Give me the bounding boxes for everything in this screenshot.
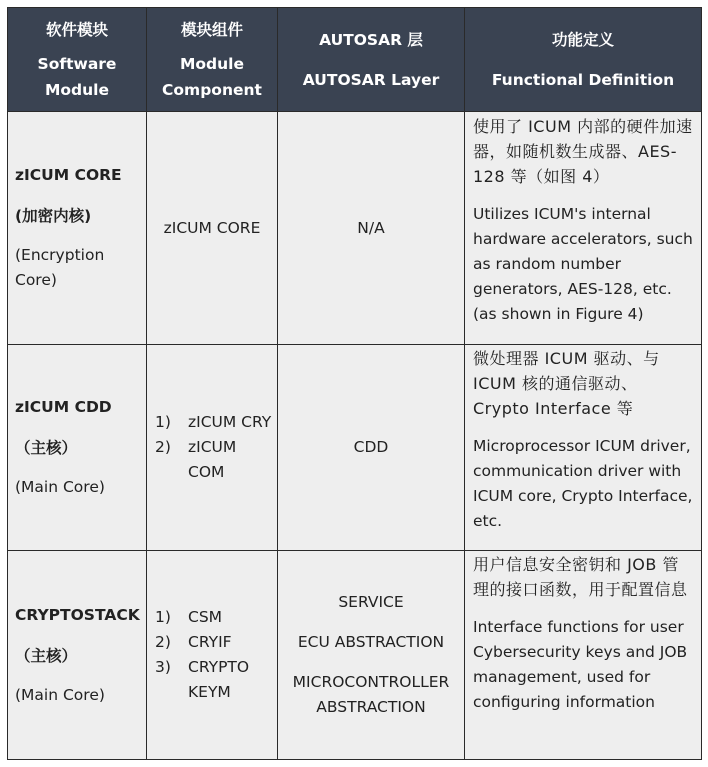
header-functional-definition-en: Functional Definition (491, 70, 675, 89)
list-number: 2) (155, 438, 171, 456)
header-software-module-en-1: Software (37, 54, 117, 73)
list-item (155, 605, 277, 630)
module-table (7, 7, 702, 760)
header-autosar-layer (278, 8, 465, 112)
header-software-module-en-2: Module (44, 80, 110, 99)
component-name: zICUM COM (188, 438, 237, 481)
component-name: CRYPTO KEYM (188, 658, 250, 701)
layer-cell (278, 345, 465, 551)
list-number: 1) (155, 413, 171, 431)
definition-cell (465, 551, 702, 760)
layer-name: N/A (357, 218, 385, 237)
list-item (155, 655, 277, 705)
definition-en: Utilizes ICUM's internal hardware accelerators, such as random number generators, AES-128, etc. (as shown in Figure 4) (473, 205, 693, 323)
header-module-component (147, 8, 278, 112)
layer-cell (278, 112, 465, 345)
module-name-zh: (加密内核) (15, 207, 92, 225)
header-autosar-layer-zh: AUTOSAR 层 (319, 30, 423, 49)
component-name: zICUM CRY (188, 413, 272, 431)
module-name: zICUM CDD (15, 398, 112, 416)
header-functional-definition-zh: 功能定义 (551, 30, 614, 49)
definition-cell (465, 112, 702, 345)
definition-zh: 微处理器 ICUM 驱动、与 ICUM 核的通信驱动、Crypto Interface 等 (473, 349, 660, 418)
header-module-component-en-1: Module (179, 54, 245, 73)
module-cell (8, 551, 147, 760)
component-name: zICUM CORE (163, 218, 261, 237)
header-autosar-layer-en: AUTOSAR Layer (302, 70, 440, 89)
module-name-zh: （主核） (15, 646, 78, 665)
definition-cell (465, 345, 702, 551)
component-cell (147, 345, 278, 551)
header-module-component-en-2: Component (162, 80, 262, 99)
table-row (8, 551, 702, 760)
table-row (8, 345, 702, 551)
module-name-en: (Main Core) (15, 685, 105, 704)
layer-name: MICROCONTROLLER ABSTRACTION (292, 673, 450, 716)
module-cell (8, 112, 147, 345)
definition-en: Microprocessor ICUM driver, communication driver with ICUM core, Crypto Interface, etc. (473, 437, 693, 530)
list-item (155, 410, 277, 435)
header-software-module (8, 8, 147, 112)
module-cell (8, 345, 147, 551)
list-item (155, 630, 277, 655)
module-name: zICUM CORE (15, 166, 122, 184)
definition-zh: 使用了 ICUM 内部的硬件加速器，如随机数生成器、AES-128 等（如图 4） (473, 117, 693, 186)
layer-name: SERVICE (338, 593, 404, 611)
list-number: 3) (155, 658, 171, 676)
module-name-en: (Encryption Core) (15, 246, 105, 289)
component-name: CRYIF (188, 633, 232, 651)
module-name: CRYPTOSTACK (15, 605, 140, 624)
component-cell (147, 551, 278, 760)
layer-name: CDD (353, 438, 389, 456)
header-software-module-zh: 软件模块 (45, 20, 108, 39)
component-cell (147, 112, 278, 345)
component-list (147, 605, 277, 705)
table-row (8, 112, 702, 345)
header-row (8, 8, 702, 112)
list-number: 2) (155, 633, 171, 651)
component-name: CSM (188, 608, 223, 626)
list-number: 1) (155, 608, 171, 626)
definition-zh: 用户信息安全密钥和 JOB 管理的接口函数，用于配置信息 (473, 555, 688, 599)
definition-en: Interface functions for user Cybersecurity keys and JOB management, used for configuring information (473, 618, 688, 711)
header-module-component-zh: 模块组件 (180, 20, 243, 39)
component-list (147, 410, 277, 485)
list-item (155, 435, 277, 485)
layer-name: ECU ABSTRACTION (297, 633, 445, 651)
module-name-en: (Main Core) (15, 478, 105, 496)
header-functional-definition (465, 8, 702, 112)
module-name-zh: （主核） (15, 439, 78, 457)
layer-cell (278, 551, 465, 760)
